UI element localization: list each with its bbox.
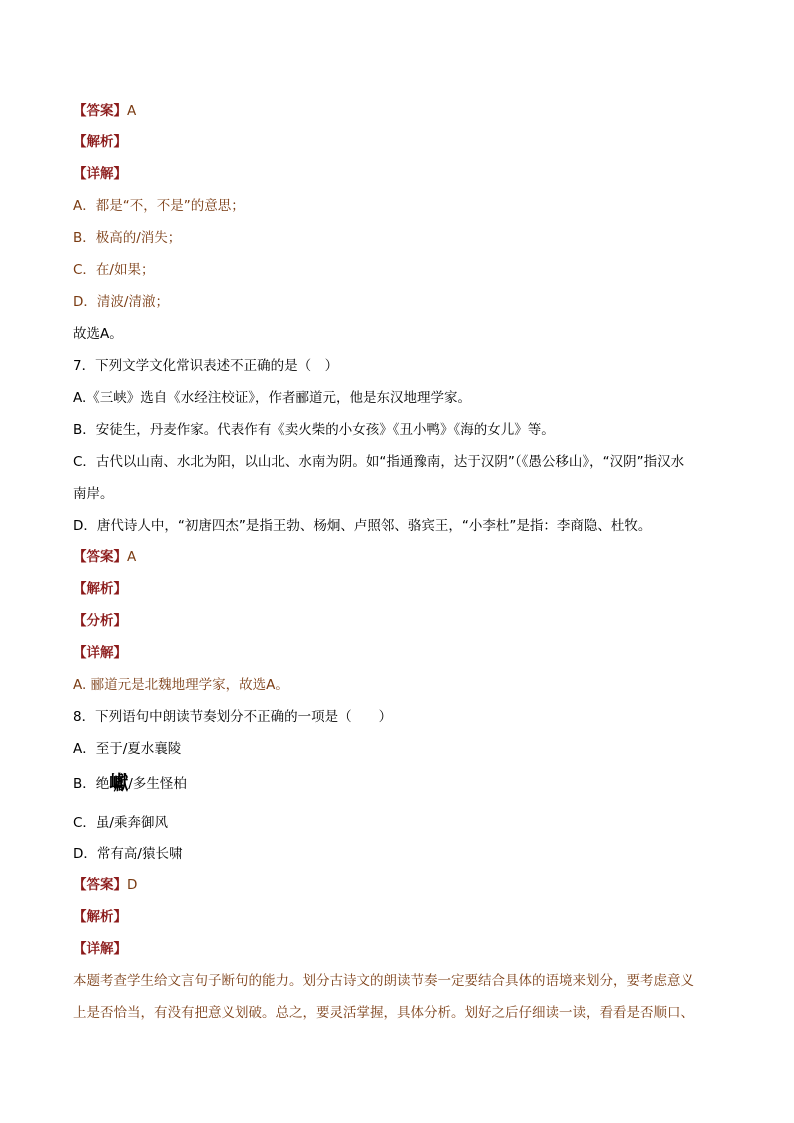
answer-value: A — [127, 103, 137, 119]
q8-option-a: A．至于/夏水襄陵 — [73, 741, 182, 757]
q6-explanation-a: A．都是“不，不是”的意思； — [73, 198, 245, 214]
q8-option-c: C．虽/乘奔御风 — [73, 815, 168, 831]
q8-option-b-suffix: /多生怪柏 — [128, 776, 187, 792]
q7-answer-line — [73, 548, 136, 566]
q7-option-a: A.《三峡》选自《水经注校证》，作者郦道元，他是东汉地理学家。 — [73, 390, 472, 406]
q8-explanation-line-2: 上是否恰当，有没有把意义划破。总之，要灵活掌握，具体分析。划好之后仔细读一读，看看是否顺口、 — [73, 1005, 694, 1021]
fenxi-label: 【分析】 — [73, 613, 127, 629]
answer-label: 【答案】 — [73, 877, 127, 893]
q8-answer-line — [73, 876, 137, 894]
q7-stem: 7．下列文学文化常识表述不正确的是（ ） — [73, 358, 339, 374]
q7-option-c: C．古代以山南、水北为阳，以山北、水南为阴。如“指通豫南，达于汉阴”（《愚公移山》，“汉阴”指汉水 — [73, 454, 685, 470]
answer-value: D — [127, 877, 138, 893]
q6-conclusion: 故选A。 — [73, 326, 123, 342]
answer-label: 【答案】 — [73, 549, 127, 565]
q8-option-b-rare-char: 巘 — [109, 772, 129, 794]
xiangjie-label: 【详解】 — [73, 166, 127, 182]
xiangjie-label: 【详解】 — [73, 645, 127, 661]
q8-option-b — [73, 774, 187, 793]
xiangjie-label: 【详解】 — [73, 941, 127, 957]
q7-option-c-cont: 南岸。 — [73, 486, 114, 502]
q7-option-b: B．安徒生，丹麦作家。代表作有《卖火柴的小女孩》《丑小鸭》《海的女儿》等。 — [73, 422, 555, 438]
jiexi-label: 【解析】 — [73, 581, 127, 597]
jiexi-label: 【解析】 — [73, 909, 127, 925]
q8-option-b-prefix: B．绝 — [73, 776, 110, 792]
q7-explanation: A. 郦道元是北魏地理学家，故选A。 — [73, 677, 289, 693]
q8-option-d: D．常有高/猿长啸 — [73, 846, 183, 862]
q7-option-d: D．唐代诗人中，“初唐四杰”是指王勃、杨炯、卢照邻、骆宾王，“小李杜”是指：李商隐、杜牧。 — [73, 518, 652, 534]
q6-explanation-b: B．极高的/消失； — [73, 230, 182, 246]
answer-value: A — [127, 549, 137, 565]
q6-explanation-d: D．清波/清澈； — [73, 294, 169, 310]
q8-stem: 8．下列语句中朗读节奏划分不正确的一项是（ ） — [73, 709, 393, 725]
jiexi-label: 【解析】 — [73, 134, 127, 150]
q8-explanation-line-1: 本题考查学生给文言句子断句的能力。划分古诗文的朗读节奏一定要结合具体的语境来划分，要考虑意义 — [73, 973, 694, 989]
q6-explanation-c: C．在/如果； — [73, 262, 155, 278]
answer-label: 【答案】 — [73, 103, 127, 119]
q6-answer-line — [73, 102, 136, 120]
